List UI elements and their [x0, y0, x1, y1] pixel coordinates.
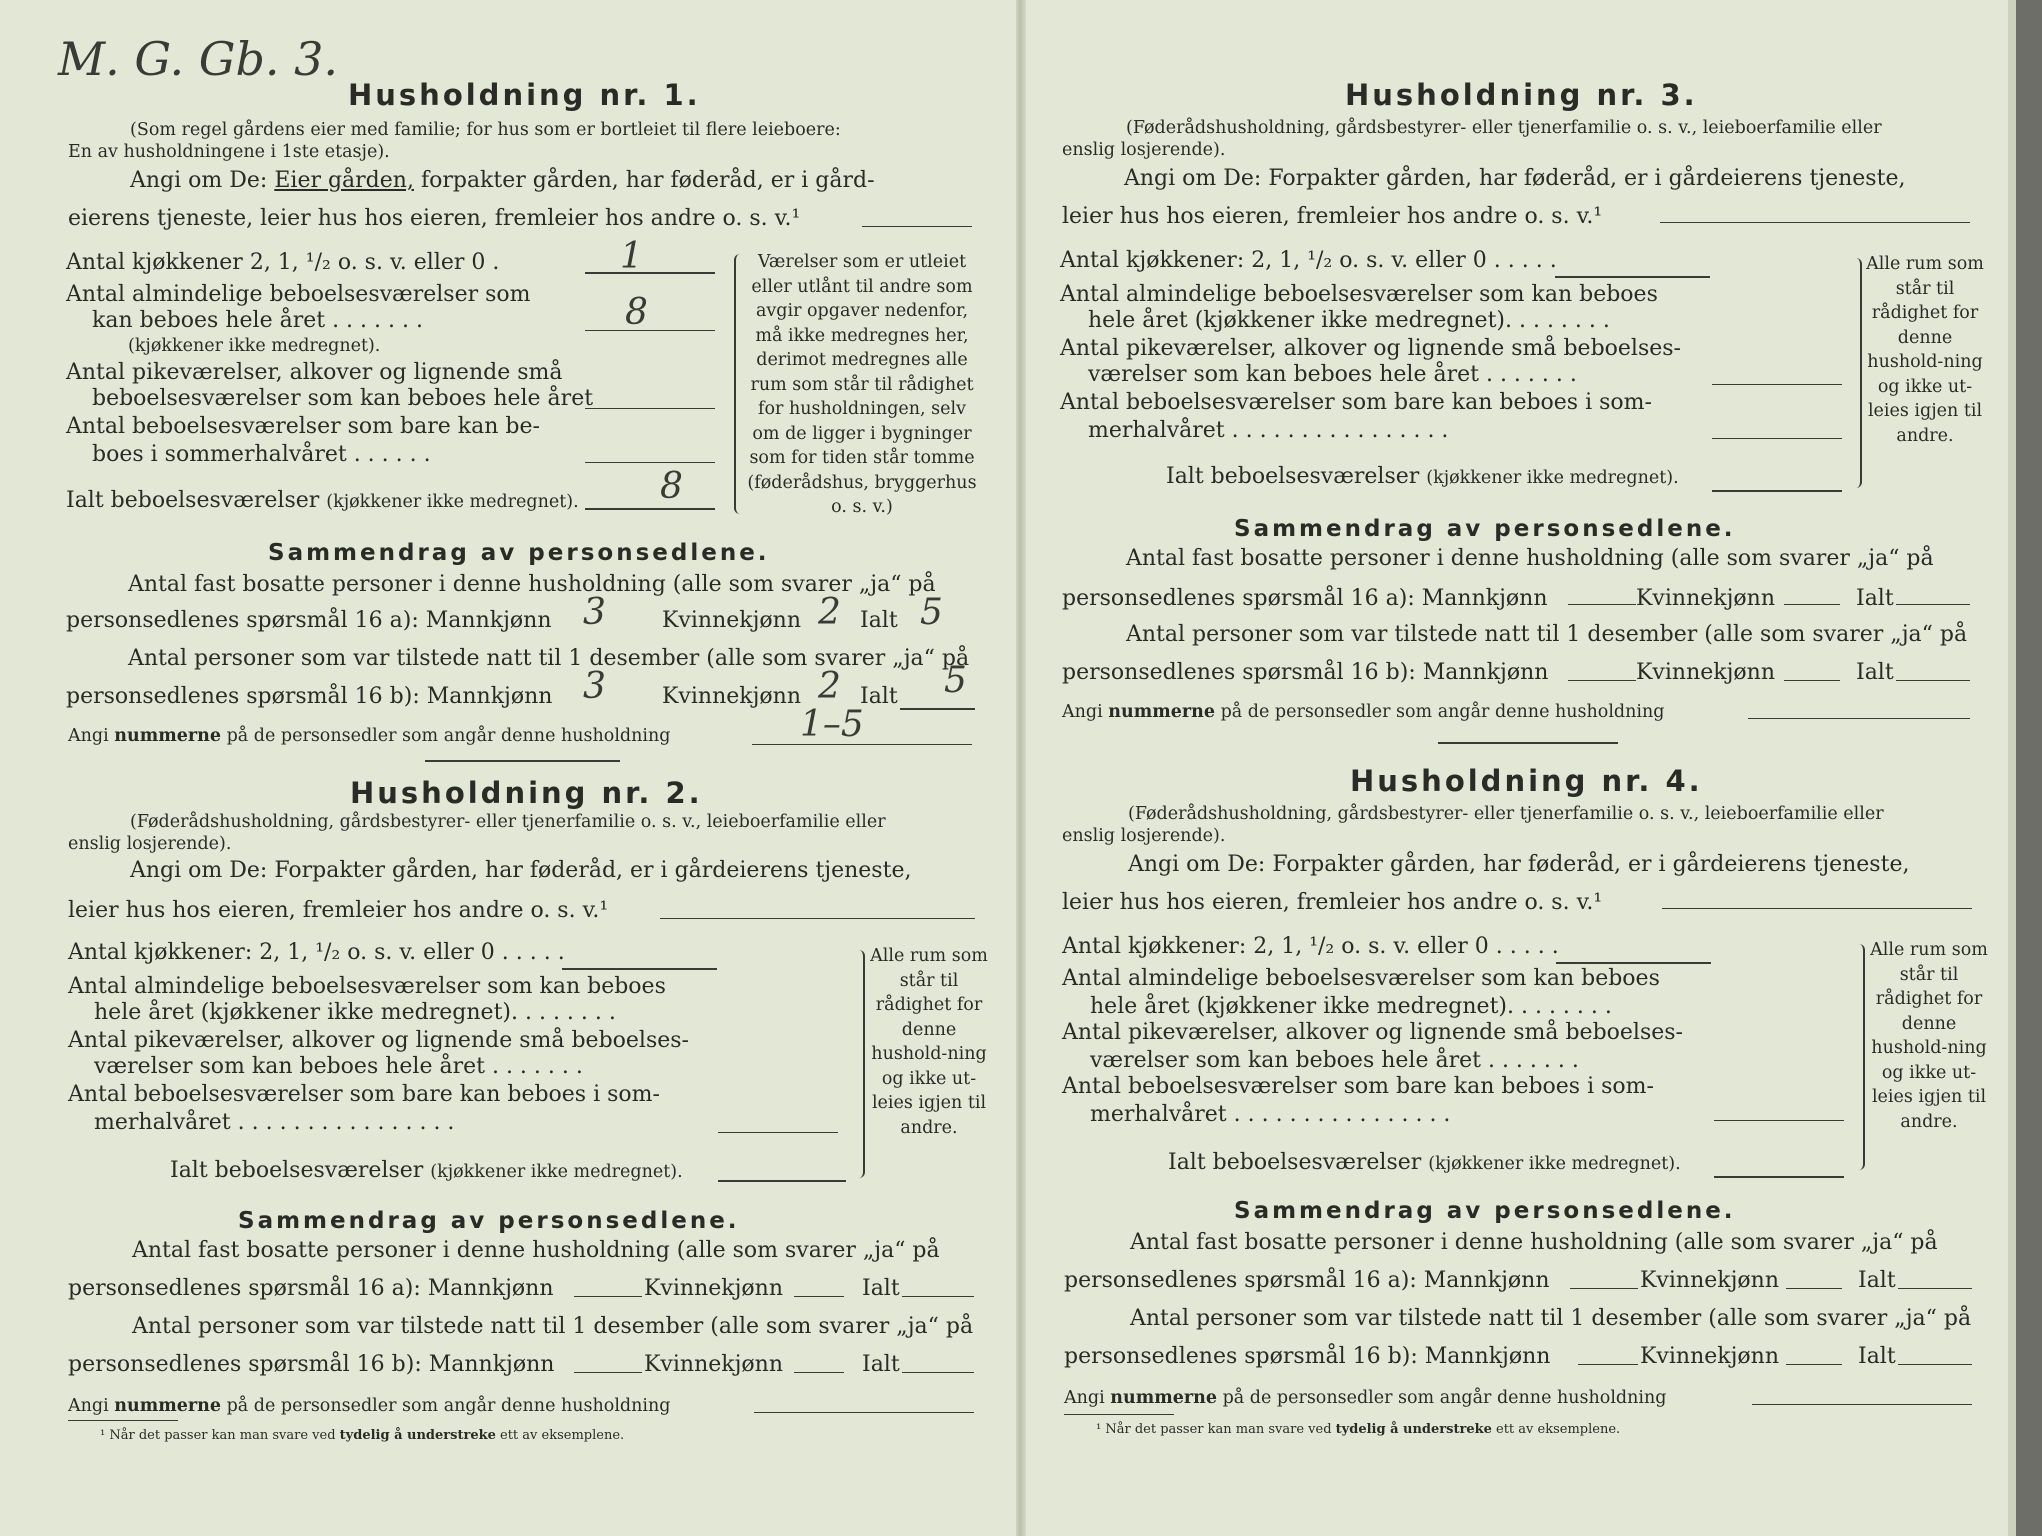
h4-row-rooms-b: hele året (kjøkkener ikke medregnet). . . . . . . .: [1090, 994, 1612, 1019]
h3-row-small-rooms-a: Antal pikeværelser, alkover og lignende små beboelses-: [1060, 336, 1681, 361]
h1-summary-line-3: Antal personer som var tilstede natt til 1 desember (alle som svarer „ja“ på: [128, 646, 970, 671]
h3-title: Husholdning nr. 3.: [1345, 78, 1698, 112]
h3-angi-line-2: leier hus hos eieren, fremleier hos andre o. s. v.¹: [1062, 204, 1603, 229]
h2-row-summer-a: Antal beboelsesværelser som bare kan beboes i som-: [68, 1082, 660, 1107]
h4-numbers-line: Angi nummerne på de personsedler som angår denne husholdning: [1064, 1388, 1667, 1408]
h1-summary-kvinne-b-label: Kvinnekjønn: [662, 684, 801, 709]
h4-angi-line-2: leier hus hos eieren, fremleier hos andre o. s. v.¹: [1062, 890, 1603, 915]
h4-row-small-rooms-a: Antal pikeværelser, alkover og lignende små beboelses-: [1062, 1020, 1683, 1045]
h1-row-small-rooms-a: Antal pikeværelser, alkover og lignende små: [66, 360, 563, 385]
h2-summary-line-2: personsedlenes spørsmål 16 a): Mannkjønn: [68, 1276, 554, 1301]
h3-row-total: Ialt beboelsesværelser (kjøkkener ikke medregnet).: [1166, 464, 1679, 489]
h2-summary-ialt-b-label: Ialt: [862, 1352, 900, 1377]
h3-row-small-rooms-b: værelser som kan beboes hele året . . . . . . .: [1088, 362, 1577, 387]
h4-angi-line-1: Angi om De: Forpakter gården, har føderåd, er i gårdeierens tjeneste,: [1128, 852, 1910, 877]
h1-ialt-a-value: 5: [920, 592, 943, 633]
h1-row-rooms-note: (kjøkkener ikke medregnet).: [128, 336, 381, 356]
h3-side-note: Alle rum som står til rådighet for denne hushold-ning og ikke ut-leies igjen til andre.: [1866, 254, 1984, 446]
h1-rooms-value: 8: [625, 292, 648, 333]
h1-summary-line-1: Antal fast bosatte personer i denne husholdning (alle som svarer „ja“ på: [128, 572, 936, 597]
h2-numbers-line: Angi nummerne på de personsedler som angår denne husholdning: [68, 1396, 671, 1416]
h4-summary-kvinne-a-label: Kvinnekjønn: [1640, 1268, 1779, 1293]
h1-intro-2: En av husholdningene i 1ste etasje).: [68, 142, 390, 162]
h3-intro-2: enslig losjerende).: [1062, 140, 1226, 160]
h1-kvinne-b-value: 2: [818, 666, 841, 707]
h4-row-rooms-a: Antal almindelige beboelsesværelser som kan beboes: [1062, 966, 1660, 991]
h1-angi-label: Angi om De:: [130, 168, 268, 193]
h4-row-kitchens: Antal kjøkkener: 2, 1, ¹/₂ o. s. v. eller 0 . . . . .: [1062, 934, 1559, 959]
h1-title: Husholdning nr. 1.: [348, 78, 701, 112]
h1-mann-a-value: 3: [583, 592, 606, 633]
scan-border: [2016, 0, 2042, 1536]
h2-summary-title: Sammendrag av personsedlene.: [238, 1208, 740, 1234]
h4-intro-1: (Føderådshusholdning, gårdsbestyrer- eller tjenerfamilie o. s. v., leieboerfamilie eller: [1128, 804, 1884, 824]
h1-summary-line-2: personsedlenes spørsmål 16 a): Mannkjønn: [66, 608, 552, 633]
h1-side-note: Værelser som er utleiet eller utlånt til andre som avgir opgaver nedenfor, må ikke medregnes her, derimot medregnes alle rum som står til rådighet for husholdningen, selv om de ligger i bygninger som for tiden står tomme (føderådshus, bryggerhus o. s. v.): [747, 252, 977, 517]
h1-angi-line-1: [130, 168, 875, 193]
h1-ialt-b-value: 5: [944, 660, 967, 701]
h2-side-brace: [855, 950, 865, 1178]
h3-summary-kvinne-a-label: Kvinnekjønn: [1636, 586, 1775, 611]
h2-row-kitchens: Antal kjøkkener: 2, 1, ¹/₂ o. s. v. eller 0 . . . . .: [68, 940, 565, 965]
h2-footnote: ¹ Når det passer kan man svare ved tydelig å understreke ett av eksemplene.: [100, 1428, 625, 1443]
h1-total-value: 8: [660, 466, 683, 507]
h4-summary-line-4: personsedlenes spørsmål 16 b): Mannkjønn: [1064, 1344, 1551, 1369]
h2-summary-kvinne-b-label: Kvinnekjønn: [644, 1352, 783, 1377]
h3-side-brace: [1852, 258, 1862, 488]
h1-row-summer-b: boes i sommerhalvåret . . . . . .: [92, 442, 431, 467]
h4-title: Husholdning nr. 4.: [1350, 764, 1703, 798]
h4-summary-title: Sammendrag av personsedlene.: [1234, 1198, 1736, 1224]
h2-summary-line-4: personsedlenes spørsmål 16 b): Mannkjønn: [68, 1352, 555, 1377]
h3-numbers-line: Angi nummerne på de personsedler som angår denne husholdning: [1062, 702, 1665, 722]
h1-angi-line-2: eierens tjeneste, leier hus hos eieren, fremleier hos andre o. s. v.¹: [68, 206, 801, 231]
h1-side-brace: [734, 254, 744, 514]
h2-row-small-rooms-a: Antal pikeværelser, alkover og lignende små beboelses-: [68, 1028, 689, 1053]
h1-row-total: Ialt beboelsesværelser (kjøkkener ikke medregnet).: [66, 488, 579, 513]
h1-numbers-value: 1–5: [800, 704, 864, 745]
h4-side-brace: [1855, 944, 1865, 1170]
h2-row-small-rooms-b: værelser som kan beboes hele året . . . . . . .: [94, 1054, 583, 1079]
page-fold: [1016, 0, 1026, 1536]
h2-angi-line-2: leier hus hos eieren, fremleier hos andre o. s. v.¹: [68, 898, 609, 923]
h2-angi-line-1: Angi om De: Forpakter gården, har føderåd, er i gårdeierens tjeneste,: [130, 858, 912, 883]
h3-summary-ialt-b-label: Ialt: [1856, 660, 1894, 685]
h1-angi-underlined-choice: Eier gården,: [274, 168, 414, 193]
h3-row-rooms-b: hele året (kjøkkener ikke medregnet). . . . . . . .: [1088, 308, 1610, 333]
h3-row-summer-a: Antal beboelsesværelser som bare kan beboes i som-: [1060, 390, 1652, 415]
h3-intro-1: (Føderådshusholdning, gårdsbestyrer- eller tjenerfamilie o. s. v., leieboerfamilie eller: [1126, 118, 1882, 138]
h4-side-note: Alle rum som står til rådighet for denne hushold-ning og ikke ut-leies igjen til andre.: [1870, 940, 1988, 1132]
h2-summary-kvinne-a-label: Kvinnekjønn: [644, 1276, 783, 1301]
h4-summary-line-3: Antal personer som var tilstede natt til 1 desember (alle som svarer „ja“ på: [1130, 1306, 1972, 1331]
h2-summary-line-3: Antal personer som var tilstede natt til 1 desember (alle som svarer „ja“ på: [132, 1314, 974, 1339]
h1-row-summer-a: Antal beboelsesværelser som bare kan be-: [66, 414, 540, 439]
h4-summary-line-1: Antal fast bosatte personer i denne husholdning (alle som svarer „ja“ på: [1130, 1230, 1938, 1255]
h2-summary-line-1: Antal fast bosatte personer i denne husholdning (alle som svarer „ja“ på: [132, 1238, 940, 1263]
h1-angi-rest: forpakter gården, har føderåd, er i gård-: [420, 168, 875, 193]
h2-row-rooms-b: hele året (kjøkkener ikke medregnet). . . . . . . .: [94, 1000, 616, 1025]
h1-summary-kvinne-a-label: Kvinnekjønn: [662, 608, 801, 633]
h1-summary-ialt-a-label: Ialt: [860, 608, 898, 633]
h3-summary-line-3: Antal personer som var tilstede natt til 1 desember (alle som svarer „ja“ på: [1126, 622, 1968, 647]
h1-row-rooms-b: kan beboes hele året . . . . . . .: [92, 308, 423, 333]
h4-footnote: ¹ Når det passer kan man svare ved tydelig å understreke ett av eksemplene.: [1096, 1422, 1621, 1437]
h3-summary-title: Sammendrag av personsedlene.: [1234, 516, 1736, 542]
margin-note: M. G. Gb. 3.: [58, 32, 339, 86]
h3-angi-line-1: Angi om De: Forpakter gården, har føderåd, er i gårdeierens tjeneste,: [1124, 166, 1906, 191]
h2-row-rooms-a: Antal almindelige beboelsesværelser som kan beboes: [68, 974, 666, 999]
h1-summary-title: Sammendrag av personsedlene.: [268, 540, 770, 566]
h4-summary-line-2: personsedlenes spørsmål 16 a): Mannkjønn: [1064, 1268, 1550, 1293]
page-edge: [2008, 0, 2016, 1536]
h3-summary-ialt-a-label: Ialt: [1856, 586, 1894, 611]
h1-row-kitchens: Antal kjøkkener 2, 1, ¹/₂ o. s. v. eller 0 .: [66, 250, 500, 275]
h4-summary-ialt-a-label: Ialt: [1858, 1268, 1896, 1293]
h1-separator: [425, 760, 620, 762]
h4-summary-kvinne-b-label: Kvinnekjønn: [1640, 1344, 1779, 1369]
h1-numbers-line: Angi nummerne på de personsedler som angår denne husholdning: [68, 726, 671, 746]
h2-summary-ialt-a-label: Ialt: [862, 1276, 900, 1301]
h1-kvinne-a-value: 2: [818, 592, 841, 633]
h1-summary-line-4: personsedlenes spørsmål 16 b): Mannkjønn: [66, 684, 553, 709]
h1-intro-1: (Som regel gårdens eier med familie; for hus som er bortleiet til flere leieboere:: [130, 120, 841, 140]
h2-intro-1: (Føderådshusholdning, gårdsbestyrer- eller tjenerfamilie o. s. v., leieboerfamilie eller: [130, 812, 886, 832]
h4-summary-ialt-b-label: Ialt: [1858, 1344, 1896, 1369]
h1-row-small-rooms-b: beboelsesværelser som kan beboes hele året: [92, 386, 594, 411]
h3-summary-line-1: Antal fast bosatte personer i denne husholdning (alle som svarer „ja“ på: [1126, 546, 1934, 571]
h3-summary-line-4: personsedlenes spørsmål 16 b): Mannkjønn: [1062, 660, 1549, 685]
h2-side-note: Alle rum som står til rådighet for denne hushold-ning og ikke ut-leies igjen til andre.: [870, 946, 988, 1138]
h4-intro-2: enslig losjerende).: [1062, 826, 1226, 846]
h2-intro-2: enslig losjerende).: [68, 834, 232, 854]
h4-row-summer-b: merhalvåret . . . . . . . . . . . . . . . .: [1090, 1102, 1451, 1127]
h2-row-summer-b: merhalvåret . . . . . . . . . . . . . . . .: [94, 1110, 455, 1135]
h3-row-rooms-a: Antal almindelige beboelsesværelser som kan beboes: [1060, 282, 1658, 307]
h1-summary-ialt-b-label: Ialt: [860, 684, 898, 709]
h3-row-summer-b: merhalvåret . . . . . . . . . . . . . . . .: [1088, 418, 1449, 443]
h3-row-kitchens: Antal kjøkkener: 2, 1, ¹/₂ o. s. v. eller 0 . . . . .: [1060, 248, 1557, 273]
h3-summary-line-2: personsedlenes spørsmål 16 a): Mannkjønn: [1062, 586, 1548, 611]
h4-row-small-rooms-b: værelser som kan beboes hele året . . . . . . .: [1090, 1048, 1579, 1073]
h3-separator: [1438, 742, 1618, 744]
h3-summary-kvinne-b-label: Kvinnekjønn: [1636, 660, 1775, 685]
h4-row-total: Ialt beboelsesværelser (kjøkkener ikke medregnet).: [1168, 1150, 1681, 1175]
h2-row-total: Ialt beboelsesværelser (kjøkkener ikke medregnet).: [170, 1158, 683, 1183]
h1-kitchens-value: 1: [620, 236, 643, 277]
h2-title: Husholdning nr. 2.: [350, 776, 703, 810]
h1-row-rooms-a: Antal almindelige beboelsesværelser som: [66, 282, 531, 307]
h1-mann-b-value: 3: [583, 666, 606, 707]
h4-row-summer-a: Antal beboelsesværelser som bare kan beboes i som-: [1062, 1074, 1654, 1099]
